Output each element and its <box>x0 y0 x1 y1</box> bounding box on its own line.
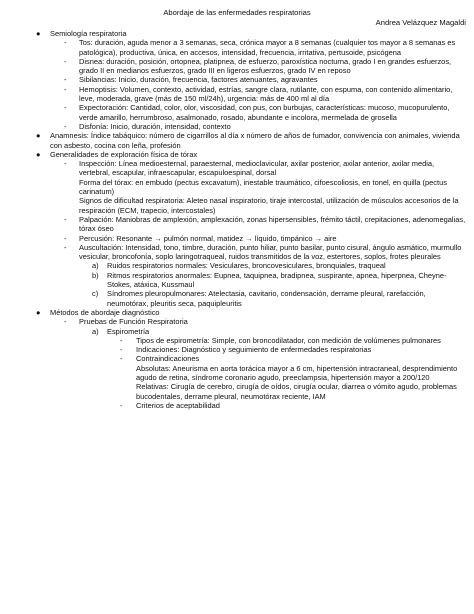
document-author: Andrea Velázquez Magaldi <box>375 18 466 27</box>
list-item-text: Tipos de espirometría: Simple, con broncodilatador, con medición de volúmenes pulmonares <box>136 335 441 345</box>
list-item-text: Palpación: Maniobras de amplexión, amplexación, zonas hipersensibles, frémito táctil, crepitaciones, adenomegalias, tórax óseo <box>79 214 466 234</box>
list-item-inspeccion <box>0 159 474 178</box>
list-item-text: Percusión: Resonante → pulmón normal, matidez → líquido, timpánico → aire <box>79 233 337 243</box>
list-item-text: Expectoración: Cantidad, color, olor, viscosidad, con pus, con burbujas, características: mucoso, mucopurulento, verde amarillo, herrumbroso, asalmonado, rosado, abundante e incolora, mermelada de grosella <box>79 103 450 122</box>
section-text: Anamnesis: Índice tabáquico: número de cigarrillos al día x número de años de fumador, convivencia con animales, vivienda con asbesto, cocina con leña, profesión <box>50 131 460 150</box>
list-item-text: Sibilancias: Inicio, duración, frecuencia, factores atenuantes, agravantes <box>79 75 318 85</box>
list-item-disnea <box>0 57 474 76</box>
list-item-indicaciones <box>0 345 474 354</box>
list-item-expectoracion <box>0 103 474 122</box>
dash-marker: - <box>120 400 123 410</box>
list-item-text: Disnea: duración, posición, ortopnea, platipnea, de esfuerzo, paroxística nocturna, grado I en grandes esfuerzos, grado II en medianos esfuerzos, grado III en ligeros esfuerzos, grado IV en reposo <box>79 56 452 76</box>
list-item-text: Disfonía: Inicio, duración, intensidad, contexto <box>79 121 231 131</box>
list-item-text: Inspección: Línea medioesternal, paraesternal, medioclavicular, axilar posterior, axilar anterior, axilar media, vertebral, escapular, infraescapular, escapuloespinal, dorsal <box>79 159 435 178</box>
dash-marker: - <box>64 103 67 113</box>
section-heading: Métodos de abordaje diagnóstico <box>50 307 160 317</box>
section-exploracion <box>0 150 474 159</box>
continuation-relativas: Relativas: Cirugía de cerebro, cirugía de oídos, cirugía ocular, diarrea o vómito agudo, problemas bucodentales, derrame pleural, neumotórax reciente, IAM <box>136 382 457 401</box>
list-item-text: Espirometría <box>107 326 150 336</box>
letter-marker: c) <box>92 289 99 299</box>
list-item-contraindicaciones <box>0 354 474 363</box>
section-anamnesis <box>0 131 474 150</box>
bullet-marker: ● <box>36 149 41 159</box>
list-item-tos <box>0 38 474 57</box>
continuation-signos-dificultad: Signos de dificultad respiratoria: Aleteo nasal inspiratorio, tiraje intercostal, utilización de músculos accesorios de la respiración (ECM, trapecio, intercostales) <box>79 196 459 215</box>
dash-marker: - <box>64 159 67 169</box>
list-item-text: Pruebas de Función Respiratoria <box>79 317 188 327</box>
list-item-text: Ritmos respiratorios anormales: Eupnea, taquipnea, bradipnea, suspirante, apnea, hiperpnea, Cheyne-Stokes, atáxica, Kussmaul <box>107 270 447 290</box>
section-metodos <box>0 308 474 317</box>
dash-marker: - <box>120 335 123 345</box>
section-heading: Semiología respiratoria <box>50 29 127 38</box>
list-item-hemoptisis <box>0 85 474 104</box>
list-item-text: Síndromes pleuropulmonares: Atelectasia, cavitario, condensación, derrame pleural, rarefacción, neumotórax, pleuritis seca, paquipleuritis <box>107 289 426 308</box>
list-item-pruebas <box>0 317 474 326</box>
list-item-espirometria <box>0 327 474 336</box>
dash-marker: - <box>64 214 67 224</box>
list-item-text: Criterios de aceptabilidad <box>136 400 220 410</box>
dash-marker: - <box>64 56 67 66</box>
dash-marker: - <box>120 354 123 364</box>
list-item-palpacion <box>0 215 474 234</box>
list-item-text: Contraindicaciones <box>136 354 200 364</box>
list-item-sibilancias <box>0 75 474 84</box>
letter-marker: a) <box>92 261 99 271</box>
list-item-disfonia <box>0 122 474 131</box>
list-item-text: Auscultación: Intensidad, tono, timbre, duración, punto hiliar, punto basilar, punto cisural, ángulo asmático, murmullo vesicular, broncofonía, soplo laringotraqueal, ruidos transmitidos de la voz, estertores, soplos, frotes pleurales <box>79 242 462 262</box>
list-item-text: Indicaciones: Diagnóstico y seguimiento de enfermedades respiratorias <box>136 345 372 355</box>
list-item-text: Tos: duración, aguda menor a 3 semanas, seca, crónica mayor a 8 semanas (cualquier tos mayor a 8 semanas es patológica), productiva, única, en accesos, intensidad, frecuencia, irritativa, pertusoide, psicógena <box>79 38 456 57</box>
dash-marker: - <box>64 233 67 243</box>
bullet-marker: ● <box>36 131 41 141</box>
bullet-marker: ● <box>36 307 41 317</box>
list-item-text: Ruidos respiratorios normales: Vesiculares, broncovesiculares, bronquiales, traqueal <box>107 261 386 271</box>
list-item-criterios <box>0 401 474 410</box>
dash-marker: - <box>64 317 67 327</box>
dash-marker: - <box>120 345 123 355</box>
list-item-tipos <box>0 336 474 345</box>
document-body <box>0 29 474 410</box>
dash-marker: - <box>64 38 67 48</box>
dash-marker: - <box>64 121 67 131</box>
list-item-ruidos-normales <box>0 261 474 270</box>
list-item-text: Hemoptisis: Volumen, contexto, actividad, estrías, sangre clara, rutilante, con espuma, con contenido alimentario, leve, moderada, grave (más de 150 ml/24h), urgencia: más de 400 ml al día <box>79 84 453 104</box>
list-item-ritmos <box>0 271 474 290</box>
letter-marker: b) <box>92 270 99 280</box>
continuation-absolutas: Absolutas: Aneurisma en aorta torácica mayor a 6 cm, hipertensión intracraneal, desprendimiento agudo de retina, síndrome coronario agudo, preeclampsia, hipertensión mayor a 200/120 <box>136 363 458 382</box>
list-item-percusion <box>0 234 474 243</box>
bullet-marker: ● <box>36 29 41 38</box>
dash-marker: - <box>64 242 67 252</box>
dash-marker: - <box>64 75 67 85</box>
list-item-sindromes <box>0 289 474 308</box>
section-heading: Generalidades de exploración física de tórax <box>50 149 198 159</box>
letter-marker: a) <box>92 326 99 336</box>
document-title: Abordaje de las enfermedades respiratorias <box>163 8 311 17</box>
list-item-auscultacion <box>0 243 474 262</box>
continuation-forma-torax: Forma del tórax: en embudo (pectus excavatum), inestable traumático, cifoescoliosis, en tonel, en quilla (pectus carinatum) <box>79 177 447 197</box>
section-semiologia <box>0 29 474 38</box>
dash-marker: - <box>64 84 67 94</box>
